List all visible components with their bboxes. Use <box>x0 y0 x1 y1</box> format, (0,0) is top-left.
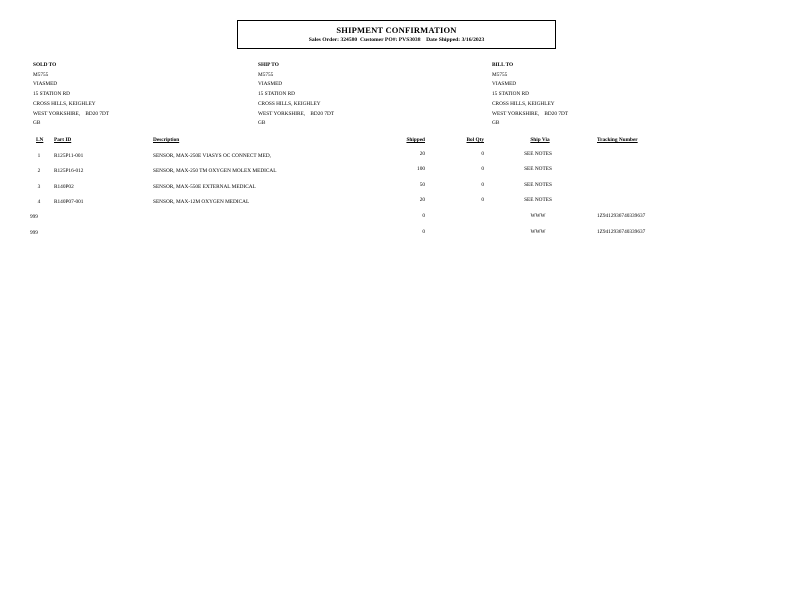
freight-row-ln: 999 <box>30 230 38 236</box>
row-part-id: R140P02 <box>54 184 74 190</box>
freight-row-ship-via: WWW <box>530 229 546 235</box>
column-header-part-id: Part ID <box>54 137 72 143</box>
sold-to-block <box>33 61 109 129</box>
row-bo-qty: 0 <box>481 182 484 188</box>
sold-to-label: SOLD TO <box>33 62 57 68</box>
bill-to-block <box>492 61 568 129</box>
ship-to-block <box>258 61 334 129</box>
sold-to-line: WEST YORKSHIRE, BD20 7DT <box>33 110 110 117</box>
ship-to-line: M5755 <box>258 71 274 78</box>
bill-to-line: WEST YORKSHIRE, BD20 7DT <box>492 110 569 117</box>
bill-to-label: BILL TO <box>492 62 514 68</box>
column-header-tracking-number: Tracking Number <box>597 137 638 143</box>
bill-to-line: GB <box>492 120 500 127</box>
date-shipped-label: Date Shipped: <box>426 37 461 43</box>
row-bo-qty: 0 <box>481 166 484 172</box>
row-ship-via: SEE NOTES <box>524 197 552 203</box>
row-description: SENSOR, MAX-250E VIASYS OC CONNECT MED, <box>153 153 271 159</box>
document-title: SHIPMENT CONFIRMATION <box>336 25 457 35</box>
row-ln: 4 <box>37 199 41 205</box>
column-header-bo-qty: Bol Qty <box>466 137 484 143</box>
customer-po-number: PVS3038 <box>398 37 421 43</box>
row-bo-qty: 0 <box>481 197 484 203</box>
freight-row-ln: 999 <box>30 214 38 220</box>
sold-to-line: M5755 <box>33 71 49 78</box>
row-ship-via: SEE NOTES <box>524 151 552 157</box>
sold-to-line: GB <box>33 120 41 127</box>
bill-to-line: M5755 <box>492 71 508 78</box>
sold-to-line: VIASMED <box>33 81 58 88</box>
sales-order-number: 324580 <box>340 37 358 43</box>
freight-row-tracking-number: 1Z9412936740339637 <box>597 213 646 219</box>
sold-to-line: 15 STATION RD <box>33 91 70 98</box>
document-title-box <box>237 20 556 49</box>
order-summary-line <box>238 37 555 43</box>
column-header-shipped: Shipped <box>406 137 425 143</box>
freight-row-tracking-number: 1Z9412936740339637 <box>597 229 646 235</box>
ship-to-line: VIASMED <box>258 81 283 88</box>
row-part-id: R140P07-001 <box>54 199 84 205</box>
customer-po-label: Customer PO#: <box>360 37 398 43</box>
sold-to-line: CROSS HILLS, KEIGHLEY <box>33 100 96 107</box>
row-bo-qty: 0 <box>481 151 484 157</box>
row-ship-via: SEE NOTES <box>524 166 552 172</box>
ship-to-line: CROSS HILLS, KEIGHLEY <box>258 100 321 107</box>
bill-to-line: 15 STATION RD <box>492 91 529 98</box>
column-header-ship-via: Ship Via <box>530 137 550 143</box>
freight-row-shipped: 0 <box>422 213 425 219</box>
freight-row-ship-via: WWW <box>530 213 546 219</box>
bill-to-line: CROSS HILLS, KEIGHLEY <box>492 100 555 107</box>
row-ln: 2 <box>37 168 41 174</box>
ship-to-line: WEST YORKSHIRE, BD20 7DT <box>258 110 335 117</box>
row-shipped: 20 <box>419 151 425 157</box>
row-description: SENSOR, MAX-550E EXTERNAL MEDICAL <box>153 184 256 190</box>
freight-row-shipped: 0 <box>422 229 425 235</box>
column-header-description: Description <box>153 137 180 143</box>
row-ship-via: SEE NOTES <box>524 182 552 188</box>
bill-to-line: VIASMED <box>492 81 517 88</box>
row-description: SENSOR, MAX-250 TM OXYGEN MOLEX MEDICAL <box>153 168 277 174</box>
row-part-id: R125P11-001 <box>54 153 84 159</box>
row-shipped: 20 <box>419 197 425 203</box>
row-shipped: 50 <box>419 182 425 188</box>
ship-to-label: SHIP TO <box>258 62 279 68</box>
date-shipped-value: 3/16/2023 <box>461 37 485 43</box>
column-header-ln: LN <box>36 137 44 143</box>
ship-to-line: GB <box>258 120 266 127</box>
ship-to-line: 15 STATION RD <box>258 91 295 98</box>
row-part-id: R125P16-012 <box>54 168 84 174</box>
row-description: SENSOR, MAX-12M OXYGEN MEDICAL <box>153 199 250 205</box>
row-ln: 3 <box>37 184 41 190</box>
row-ln: 1 <box>37 153 41 159</box>
row-shipped: 100 <box>417 166 425 172</box>
sales-order-label: Sales Order: <box>308 37 340 43</box>
